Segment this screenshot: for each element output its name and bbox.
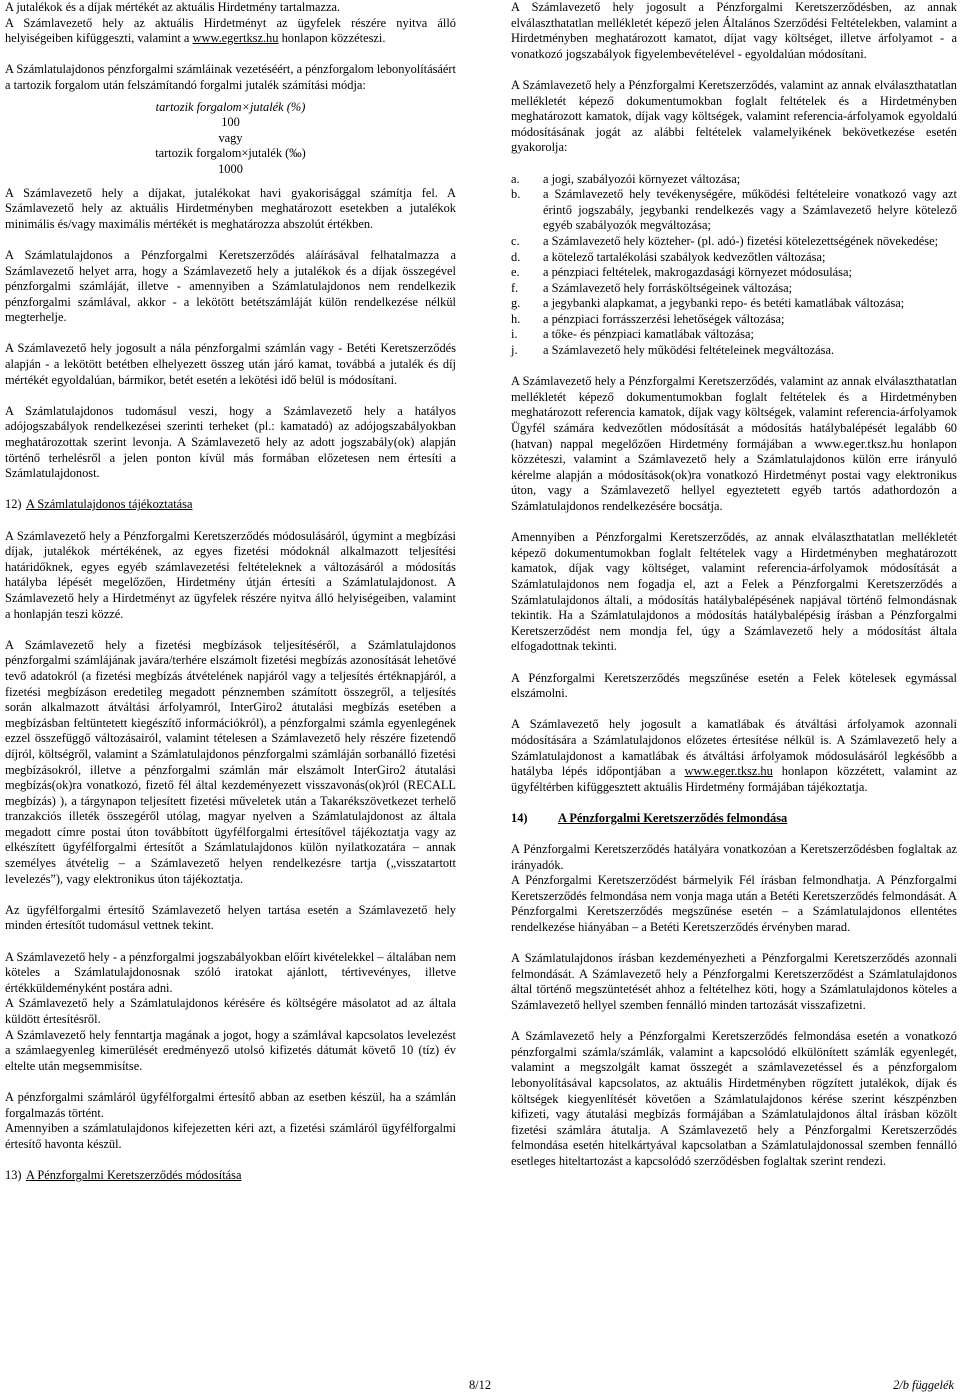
- section-heading-14: [511, 811, 957, 827]
- list-text: a Számlavezető hely működési feltételeinek megváltozása.: [543, 343, 835, 358]
- paragraph: A Számlavezető hely - a pénzforgalmi jogszabályokban előírt kivételekkel – általában nem köteles a Számlatulajdonosnak szóló iratokat ajánlott, tértivevényes, illetve értékküldeményként postára adni.: [5, 949, 456, 995]
- text-span: honlapon közzéteszi.: [281, 31, 386, 46]
- list-letter: h.: [511, 311, 521, 326]
- list-item: [511, 172, 957, 188]
- list-letter: a.: [511, 171, 520, 186]
- list-item: [511, 187, 957, 234]
- paragraph: A Számlavezető hely a díjakat, jutalékokat havi gyakorisággal számítja fel. A Számlavezető hely az aktuális Hirdetményben meghatározott esetekben a jutalékok minimális és/vagy maximális mértékét is meghatározza abszolút értékben.: [5, 185, 456, 231]
- website-link[interactable]: www.eger.tksz.hu: [684, 764, 773, 779]
- list-letter: b.: [511, 187, 521, 202]
- list-text: a tőke- és pénzpiaci kamatlábak változása;: [543, 327, 754, 342]
- list-item: [511, 250, 957, 266]
- list-letter: g.: [511, 296, 521, 311]
- list-letter: j.: [511, 343, 518, 358]
- list-text: a pénzpiaci forrásszerzési lehetőségek változása;: [543, 311, 785, 326]
- paragraph: [511, 717, 957, 795]
- formula-or: vagy: [218, 130, 243, 145]
- list-letter: f.: [511, 280, 519, 295]
- formula-line: tartozik forgalom×jutalék (%): [155, 99, 306, 114]
- section-number: 13): [5, 1167, 22, 1182]
- left-column: [5, 0, 456, 1199]
- list-letter: c.: [511, 233, 520, 248]
- conditions-list: [511, 172, 957, 359]
- paragraph: Amennyiben a Pénzforgalmi Keretszerződés, az annak elválaszthatatlan mellékletét képező dokumentumokban foglalt feltételek vagy a Hirdetményben meghatározott kamatok, díjak vagy költséget, valamint referencia-árfolyamok módosítását a Számlatulajdonos nem fogadja el, azt a Felek a Pénzforgalmi Keretszerződés a Számlatulajdonos általi, a módosítás hatálybalépésének napjával történő felmondásnak tekintik. Ha a Számlatulajdonos a módosítás hatálybalépésig írásban a Pénzforgalmi Keretszerződést nem mondja fel, úgy a Számlavezető hely a módosítást általa elfogadottnak tekinti.: [511, 530, 957, 654]
- list-letter: i.: [511, 327, 518, 342]
- section-title: A Számlatulajdonos tájékoztatása: [25, 497, 193, 512]
- list-text: a Számlavezető hely tevékenységére, működési feltételeire vonatkozó vagy azt érintő jogszabály, jegybanki rendelkezés vagy a Számlavezető helyre kötelező egyéb szabályozók megváltozása;: [543, 187, 957, 233]
- list-text: a jogi, szabályozói környezet változása;: [543, 171, 741, 186]
- section-number: 14): [511, 810, 528, 825]
- paragraph: A Számlavezető hely a fizetési megbízások teljesítéséről, a Számlatulajdonos pénzforgalmi számlájának javára/terhére elszámolt fizetési megbízás azonosítását lehetővé tevő adatokról (a fizetési megbízás átvételének napjáról vagy a teljesítés értéknapjáról, a fizetési megbízáson eredetileg megadott pénznemben számított összegről, a teljesítés során alkalmazott átváltási árfolyamról, InterGiro2 átutalási megbízás esetében a megbízásban feltüntetett kiegészítő információkról), a pénzforgalmi számla egyenlegének ezzel összefüggő változásairól, valamint tételesen a Számlavezető hely részére fizetendő díjról, költségről, valamint a Számlatulajdonos pénzforgalmi számláján sorbanálló fizetési megbízásokról, illetve a pénzforgalmi számlán már elszámolt InterGiro2 átutalási megbízás(ok)ra vonatkozó, fizető fél által kezdeményezett visszavonás(ok)ról (RECALL megbízás) ), a tárgynapon teljesített fizetési műveletek után a Takarékszövetkezet terhelő tranzakciós illeték összegéről utólag, magyar nyelven a Számlatulajdonost az általa megadott címre postai úton továbbított ügyfélforgalmi értesítővel tájékoztatja vagy az elkészített ügyfélforgalmi értesítőt a Számlatulajdonos külön nyilatkozatára – annak személyes átvételig – a Számlavezető helyen rendelkezésre tartja („visszatartott levelezés”), vagy elektronikus úton tájékoztatja.: [5, 637, 456, 886]
- section-number: 12): [5, 497, 22, 512]
- list-letter: d.: [511, 249, 521, 264]
- paragraph: Amennyiben a számlatulajdonos kifejezetten kéri azt, a fizetési számláról ügyfélforgalmi értesítő havonta készül.: [5, 1121, 456, 1151]
- fee-formula: [5, 100, 456, 178]
- paragraph: A Számlavezető hely a Számlatulajdonos kérésére és költségére másolatot ad az általa küldött értesítésről.: [5, 996, 456, 1026]
- list-item: [511, 343, 957, 359]
- list-item: [511, 296, 957, 312]
- text-span: honlapon közzétett, valamint az ügyféltérben kifüggesztett aktuális Hirdetmény formájában tájékoztatja.: [511, 764, 957, 794]
- paragraph: A Számlavezető hely jogosult a nála pénzforgalmi számlán vagy - Betéti Keretszerződés alapján - a lekötött betétben elhelyezett összeg után járó kamat, továbbá a jutalék és díj mértékét egyoldalúan, bármikor, betét esetén a lekötési idő belül is módosítani.: [5, 341, 456, 387]
- list-text: a Számlavezető hely közteher- (pl. adó-) fizetési kötelezettségének növekedése;: [543, 233, 939, 248]
- section-heading-12: [5, 497, 456, 513]
- paragraph: Az ügyfélforgalmi értesítő Számlavezető helyen tartása esetén a Számlavezető hely minden értesítőt tudomásul vettnek tekint.: [5, 902, 456, 933]
- paragraph: A pénzforgalmi számláról ügyfélforgalmi értesítő abban az esetben készül, ha a számlán forgalmazás történt.: [5, 1089, 456, 1120]
- list-text: a kötelező tartalékolási szabályok kedvezőtlen változása;: [543, 249, 826, 264]
- paragraph: A Pénzforgalmi Keretszerződés megszűnése esetén a Felek kötelesek egymással elszámolni.: [511, 670, 957, 701]
- paragraph: A Számlavezető hely a Pénzforgalmi Keretszerződés felmondása esetén a vonatkozó pénzforgalmi számla/számlák, valamint a kapcsolódó elkülönített számlák egyenlegét, valamint a megszolgált kamat összegét a számlavezetéssel és a pénzforgalom lebonyolításával kapcsolatos, az aktuális Hirdetményben rögzített jutalékok, díjak és költségek kiegyenlítését követően a Számlatulajdonos kérése szerint készpénzben kifizeti, vagy átutalási megbízás formájában a Számlatulajdonos által írásban közölt fizetési számlára átutalja. A Számlavezető hely a Pénzforgalmi Keretszerződés felmondása esetén hitelkártyával kapcsolatban a Számlatulajdonossal szemben fennálló esetleges hiteltartozást a kapcsolódó szerződésben foglaltak szerint rendezi.: [511, 1029, 957, 1168]
- list-item: [511, 312, 957, 328]
- list-item: [511, 281, 957, 297]
- section-title: A Pénzforgalmi Keretszerződés módosítása: [25, 1167, 242, 1182]
- list-text: a Számlavezető hely forrásköltségeinek változása;: [543, 280, 793, 295]
- text-span: A Számlavezető hely jogosult a kamatlábak és átváltási árfolyamok azonnali módosítására a Számlatulajdonos előzetes értesítése nélkül is. A Számlavezető hely a Számlatulajdonost a kamatlábak és átváltási árfolyamok módosulásáról legkésőbb a hatályba lépés időpontjában a: [511, 717, 957, 779]
- paragraph: A Számlatulajdonos pénzforgalmi számláinak vezetéséért, a pénzforgalom lebonyolításáért a tartozik forgalom után felszámítandó forgalmi jutalék számítási módja:: [5, 62, 456, 92]
- paragraph: [5, 16, 456, 47]
- list-item: [511, 265, 957, 281]
- paragraph: A Számlatulajdonos a Pénzforgalmi Keretszerződés aláírásával felhatalmazza a Számlavezető helyet arra, hogy a Számlavezető hely a jutalékok és a díjak összegével pénzforgalmi számláját, illetve - amennyiben a Számlatulajdonos nem rendelkezik pénzforgalmi számlával, akkor - a lekötött betétszámláját külön rendelkezése nélkül megterhelje.: [5, 247, 456, 325]
- section-title: A Pénzforgalmi Keretszerződés felmondása: [557, 810, 788, 825]
- paragraph: A Számlavezető hely a Pénzforgalmi Keretszerződés módosulásáról, úgymint a megbízási díjak, jutalékok mértékének, az egyes fizetési módoknál alkalmazott teljesítési határidőknek, egyes egyéb számlavezetési feltételeknek a változásáról a módosítás hatályba lépését megelőzően, Hirdetmény útján értesíti a Számlatulajdonost. A Számlavezető hely a Hirdetményt az ügyfelek részére nyitva álló helyiségeiben, valamint a honlapján teszi közzé.: [5, 528, 456, 621]
- list-item: [511, 327, 957, 343]
- list-text: a jegybanki alapkamat, a jegybanki repo- és betéti kamatlábak változása;: [543, 296, 905, 311]
- formula-divisor: 1000: [218, 161, 243, 176]
- page-number: 8/12: [468, 1378, 492, 1392]
- paragraph: A Számlavezető hely fenntartja magának a jogot, hogy a számlával kapcsolatos levelezést a számlaegyenleg kimerülését eredményező utolsó kifizetés dátumát követő 10 (tíz) év eltelte után megsemmisítse.: [5, 1027, 456, 1073]
- paragraph: A Számlatulajdonos írásban kezdeményezheti a Pénzforgalmi Keretszerződés azonnali felmondását. A Számlavezető hely a Pénzforgalmi Keretszerződést a Számlatulajdonos által történő megszüntetését ahhoz a feltételhez köti, hogy a Számlatulajdonos köteles a Számlavezető hellyel szemben fennálló minden tartozását visszafizetni.: [511, 951, 957, 1012]
- website-link[interactable]: www.egertksz.hu: [192, 31, 279, 46]
- paragraph: A Számlatulajdonos tudomásul veszi, hogy a Számlavezető hely a hatályos adójogszabályok rendelkezései szerinti terheket (pl.: kamatadó) az adójogszabályokban meghatározottak szerint levonja. A Számlavezető hely az adott jogszabály(ok) alapján történő terhelésről a jelen ponton kívül más formában előzetesen nem értesíti a Számlatulajdonost.: [5, 403, 456, 481]
- paragraph: A Pénzforgalmi Keretszerződés hatályára vonatkozóan a Keretszerződésben foglaltak az irányadók.: [511, 842, 957, 872]
- paragraph: A Pénzforgalmi Keretszerződést bármelyik Fél írásban felmondhatja. A Pénzforgalmi Keretszerződés felmondása nem vonja maga után a Betéti Keretszerződés felmondását. A Pénzforgalmi Keretszerződés megszűnése esetén – a Számlatulajdonos ellentétes rendelkezése hiányában – a Betéti Keretszerződés érvényben marad.: [511, 873, 957, 935]
- paragraph: A Számlavezető hely a Pénzforgalmi Keretszerződés, valamint az annak elválaszthatatlan mellékletét képező dokumentumokban foglalt feltételek és a Hirdetményben meghatározott referencia kamatok, díjak vagy költségek, valamint referencia-árfolyamok Ügyfél számára kedvezőtlen módosítását a módosítás hatálybalépését legalább 60 (hatvan) nappal megelőzően Hirdetmény formájában a www.eger.tksz.hu honlapon közzéteszi, valamint a Számlavezető hely a Számlatulajdonos külön erre irányuló kérelme alapján a módosítások(ok)ra vonatkozó Hirdetményt postai vagy elektronikus úton, vagy a Számlavezető hellyel egyeztetett egyéb tartós adathordozón a Számlatulajdonos rendelkezésére bocsátja.: [511, 374, 957, 513]
- paragraph: A jutalékok és a díjak mértékét az aktuális Hirdetmény tartalmazza.: [5, 0, 341, 14]
- list-text: a pénzpiaci feltételek, makrogazdasági környezet módosulása;: [543, 265, 852, 280]
- appendix-label: 2/b függelék: [893, 1378, 954, 1392]
- text-span: A Számlavezető hely az aktuális Hirdetményt az ügyfelek részére nyitva álló helyiségeiben kifüggeszti, valamint a: [5, 15, 456, 46]
- formula-line: tartozik forgalom×jutalék (‰): [155, 146, 306, 161]
- list-letter: e.: [511, 265, 520, 280]
- section-heading-13: [5, 1168, 456, 1184]
- right-column: [511, 0, 957, 1185]
- paragraph: A Számlavezető hely jogosult a Pénzforgalmi Keretszerződésben, az annak elválaszthatatlan mellékletét képező jelen Általános Szerződési Feltételekben, valamint a Hirdetményben meghatározott kamatot, díjat vagy költséget, illetve árfolyamot - a vonatkozó jogszabályok figyelembevételével - egyoldalúan módosítani.: [511, 0, 957, 61]
- formula-divisor: 100: [221, 115, 240, 130]
- list-item: [511, 234, 957, 250]
- paragraph: A Számlavezető hely a Pénzforgalmi Keretszerződés, valamint az annak elválaszthatatlan mellékletét képező dokumentumokban foglalt feltételek és a Hirdetményben meghatározott kamatok, díjak vagy költségek, valamint referencia-árfolyamok egyoldalú módosításának jogát az alábbi feltételek valamelyikének bekövetkezése esetén gyakorolja:: [511, 77, 957, 155]
